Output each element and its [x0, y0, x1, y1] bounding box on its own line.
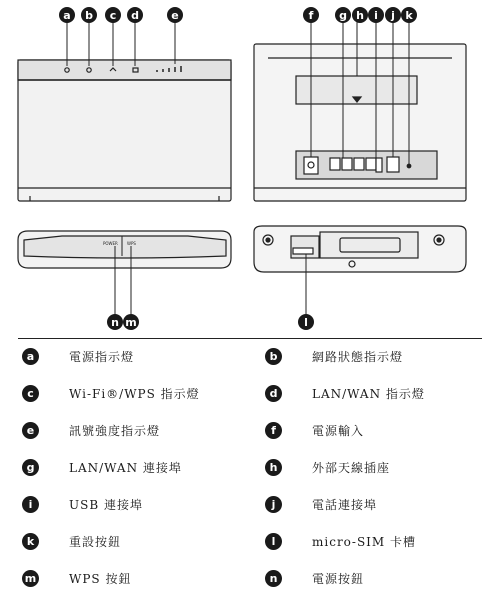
legend-badge: b — [265, 348, 282, 365]
wps-button-label: WPS — [127, 241, 136, 246]
usb-port — [376, 158, 382, 172]
callout-b — [81, 7, 97, 23]
lan-port-2 — [342, 158, 352, 170]
callout-a — [59, 7, 75, 23]
callout-m — [123, 314, 139, 330]
legend-label: LAN/WAN 連接埠 — [69, 460, 182, 475]
lan-port-1 — [330, 158, 340, 170]
legend-item-d — [265, 381, 425, 405]
legend-row — [0, 455, 484, 479]
svg-text:e: e — [171, 9, 179, 22]
callout-g — [335, 7, 351, 23]
svg-text:i: i — [374, 9, 378, 22]
legend-label: WPS 按鈕 — [69, 571, 132, 586]
legend-item-h — [265, 455, 390, 479]
legend-item-j — [265, 492, 377, 516]
top-view — [18, 231, 231, 316]
callout-l — [298, 314, 314, 330]
legend-item-g — [22, 455, 182, 479]
legend-row — [0, 381, 484, 405]
svg-text:n: n — [111, 316, 119, 329]
legend-badge: i — [22, 496, 39, 513]
lan-port-4 — [366, 158, 376, 170]
legend-row — [0, 529, 484, 553]
legend-row — [0, 418, 484, 442]
legend-item-l — [265, 529, 416, 553]
legend-item-i — [22, 492, 143, 516]
legend-badge: m — [22, 570, 39, 587]
callout-c — [105, 7, 121, 23]
legend-badge: h — [265, 459, 282, 476]
svg-text:g: g — [339, 9, 347, 22]
legend-label: USB 連接埠 — [69, 497, 143, 512]
callout-e — [167, 7, 183, 23]
callout-i — [368, 7, 384, 23]
legend-badge: k — [22, 533, 39, 550]
callout-k — [401, 7, 417, 23]
svg-text:c: c — [109, 9, 117, 22]
power-button-label: POWER — [103, 241, 118, 246]
legend-badge: e — [22, 422, 39, 439]
legend-badge: g — [22, 459, 39, 476]
legend-item-m — [22, 566, 131, 590]
svg-text:k: k — [405, 9, 413, 22]
legend-label: 訊號強度指示燈 — [69, 423, 161, 438]
legend-label: 重設按鈕 — [69, 534, 122, 549]
legend-label: 電源按鈕 — [312, 571, 365, 586]
legend-badge: f — [265, 422, 282, 439]
reset-button — [407, 164, 411, 168]
legend-item-a — [22, 344, 134, 368]
callout-f — [303, 7, 319, 23]
legend-badge: n — [265, 570, 282, 587]
phone-port — [387, 157, 399, 172]
legend-row — [0, 566, 484, 590]
svg-text:f: f — [308, 9, 314, 22]
callout-h — [352, 7, 368, 23]
callout-d — [127, 7, 143, 23]
front-view — [18, 22, 231, 201]
svg-text:a: a — [63, 9, 71, 22]
svg-text:h: h — [356, 9, 364, 22]
legend-label: 電源指示燈 — [69, 349, 135, 364]
svg-text:m: m — [125, 316, 137, 329]
legend-item-b — [265, 344, 403, 368]
legend-item-c — [22, 381, 200, 405]
legend-label: 電話連接埠 — [312, 497, 378, 512]
legend-label: Wi-Fi®/WPS 指示燈 — [69, 386, 200, 401]
svg-text:d: d — [131, 9, 139, 22]
callout-j — [385, 7, 401, 23]
svg-text:j: j — [391, 9, 395, 22]
svg-text:l: l — [304, 316, 308, 329]
legend-item-k — [22, 529, 121, 553]
lan-port-3 — [354, 158, 364, 170]
legend-badge: c — [22, 385, 39, 402]
legend-item-n — [265, 566, 364, 590]
legend-label: 電源輸入 — [312, 423, 365, 438]
legend-label: 外部天線插座 — [312, 460, 391, 475]
legend-badge: a — [22, 348, 39, 365]
legend-top-rule — [18, 338, 482, 339]
legend-label: LAN/WAN 指示燈 — [312, 386, 425, 401]
legend-row — [0, 492, 484, 516]
svg-text:b: b — [85, 9, 93, 22]
legend-label: micro-SIM 卡槽 — [312, 534, 417, 549]
legend-badge: j — [265, 496, 282, 513]
bottom-view — [254, 226, 466, 316]
legend-badge: d — [265, 385, 282, 402]
power-input-port — [304, 157, 318, 174]
back-view — [254, 22, 466, 201]
sim-slot — [293, 248, 313, 254]
callout-n — [107, 314, 123, 330]
legend-badge: l — [265, 533, 282, 550]
legend-label: 網路狀態指示燈 — [312, 349, 404, 364]
legend-item-f — [265, 418, 364, 442]
legend-row — [0, 344, 484, 368]
legend-item-e — [22, 418, 160, 442]
